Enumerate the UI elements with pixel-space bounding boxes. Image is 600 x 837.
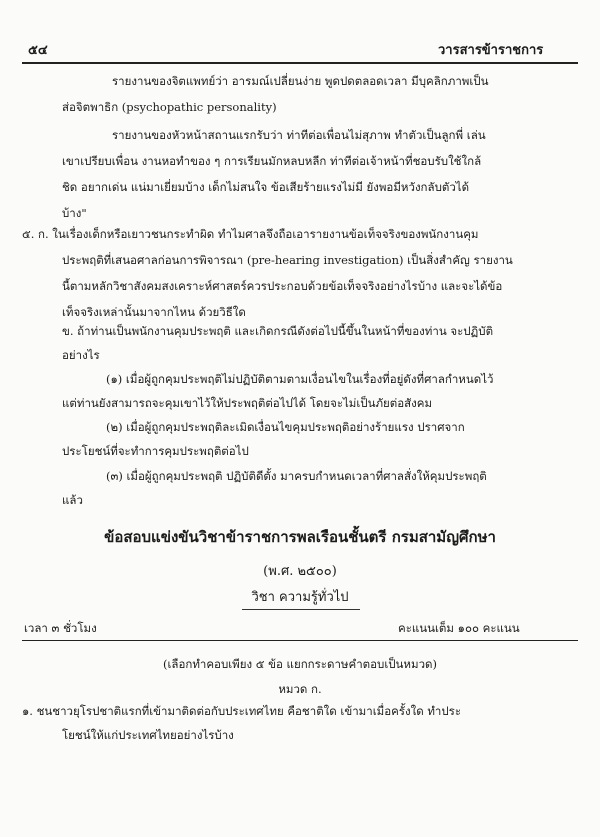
header-rule — [22, 62, 578, 64]
case-line: (๑) เมื่อผู้ถูกคุมประพฤติไม่ปฏิบัติตามตามเงื่อนไขในเรื่องที่อยู่ดังที่ศาลกำหนดไว้ — [106, 372, 494, 386]
exam-title: ข้อสอบแข่งขันวิชาข้าราชการพลเรือนชั้นตรี กรมสามัญศึกษา — [104, 528, 496, 546]
case-line: แล้ว — [62, 493, 83, 507]
question-line: เท็จจริงเหล่านั้นมาจากไหน ด้วยวิธีใด — [62, 305, 246, 319]
exam-year: (พ.ศ. ๒๕๐๐) — [263, 564, 337, 579]
page-number: ๕๔ — [28, 43, 48, 58]
text-line: รายงานของจิตแพทย์ว่า อารมณ์เปลี่ยนง่าย พูดปดตลอดเวลา มีบุคลิกภาพเป็น — [112, 74, 489, 88]
question-line: โยชน์ให้แก่ประเทศไทยอย่างไรบ้าง — [62, 728, 234, 742]
question-line: ข. ถ้าท่านเป็นพนักงานคุมประพฤติ และเกิดกรณีดังต่อไปนี้ขึ้นในหน้าที่ของท่าน จะปฏิบัติ — [62, 324, 494, 338]
subject-underline — [242, 609, 360, 610]
text-line: ส่อจิตพาธิก (psychopathic personality) — [62, 100, 277, 114]
case-line: (๓) เมื่อผู้ถูกคุมประพฤติ ปฏิบัติดีตั้ง มาครบกำหนดเวลาที่ศาลสั่งให้คุมประพฤติ — [106, 469, 487, 483]
exam-rule — [22, 640, 578, 641]
exam-subject: วิชา ความรู้ทั่วไป — [251, 590, 349, 605]
question-line: อย่างไร — [62, 348, 100, 362]
text-line: รายงานของหัวหน้าสถานแรกรับว่า ท่าทีต่อเพื่อนไม่สุภาพ ทำตัวเป็นลูกพี่ เล่น — [112, 128, 486, 142]
text-line: บ้าง" — [62, 206, 87, 220]
text-line: เขาเปรียบเพื่อน งานหอทำของ ๆ การเรียนมักหลบหลีก ท่าทีต่อเจ้าหน้าที่ชอบรับใช้ใกล้ — [62, 154, 482, 168]
case-line: ประโยชน์ที่จะทำการคุมประพฤติต่อไป — [62, 444, 249, 458]
case-line: (๒) เมื่อผู้ถูกคุมประพฤติละเมิดเงื่อนไขคุมประพฤติอย่างร้ายแรง ปราศจาก — [106, 420, 465, 434]
text-line: ชิด อยากเด่น แน่มาเยี่ยมบ้าง เด็กไม่สนใจ ข้อเสียร้ายแรงไม่มี ยังพอมีหวังกลับตัวได้ — [62, 180, 470, 194]
exam-instruction: (เลือกทำคอบเพียง ๕ ข้อ แยกกระดาษคำตอบเป็นหมวด) — [162, 657, 437, 671]
question-line: ๕. ก. ในเรื่องเด็กหรือเยาวชนกระทำผิด ทำไมศาลจึงถือเอารายงานข้อเท็จจริงของพนักงานคุม — [22, 227, 479, 241]
journal-title: วารสารข้าราชการ — [438, 43, 544, 58]
question-line: นี้ตามหลักวิชาสังคมสงเคราะห์ศาสตร์ควรประกอบด้วยข้อเท็จจริงอย่างไรบ้าง และจะได้ข้อ — [62, 279, 503, 293]
section-heading: หมวด ก. — [278, 682, 322, 696]
question-line: ประพฤติที่เสนอศาลก่อนการพิจารณา (pre-hearing investigation) เป็นสิ่งสำคัญ รายงาน — [62, 253, 513, 267]
case-line: แต่ท่านยังสามารถจะคุมเขาไว้ให้ประพฤติต่อไปได้ โดยจะไม่เป็นภัยต่อสังคม — [62, 396, 433, 410]
question-line: ๑. ชนชาวยุโรปชาติแรกที่เข้ามาติดต่อกับประเทศไทย คือชาติใด เข้ามาเมื่อครั้งใด ทำประ — [22, 704, 462, 718]
exam-time: เวลา ๓ ชั่วโมง — [24, 621, 97, 635]
exam-score: คะแนนเต็ม ๑๐๐ คะแนน — [398, 621, 520, 635]
